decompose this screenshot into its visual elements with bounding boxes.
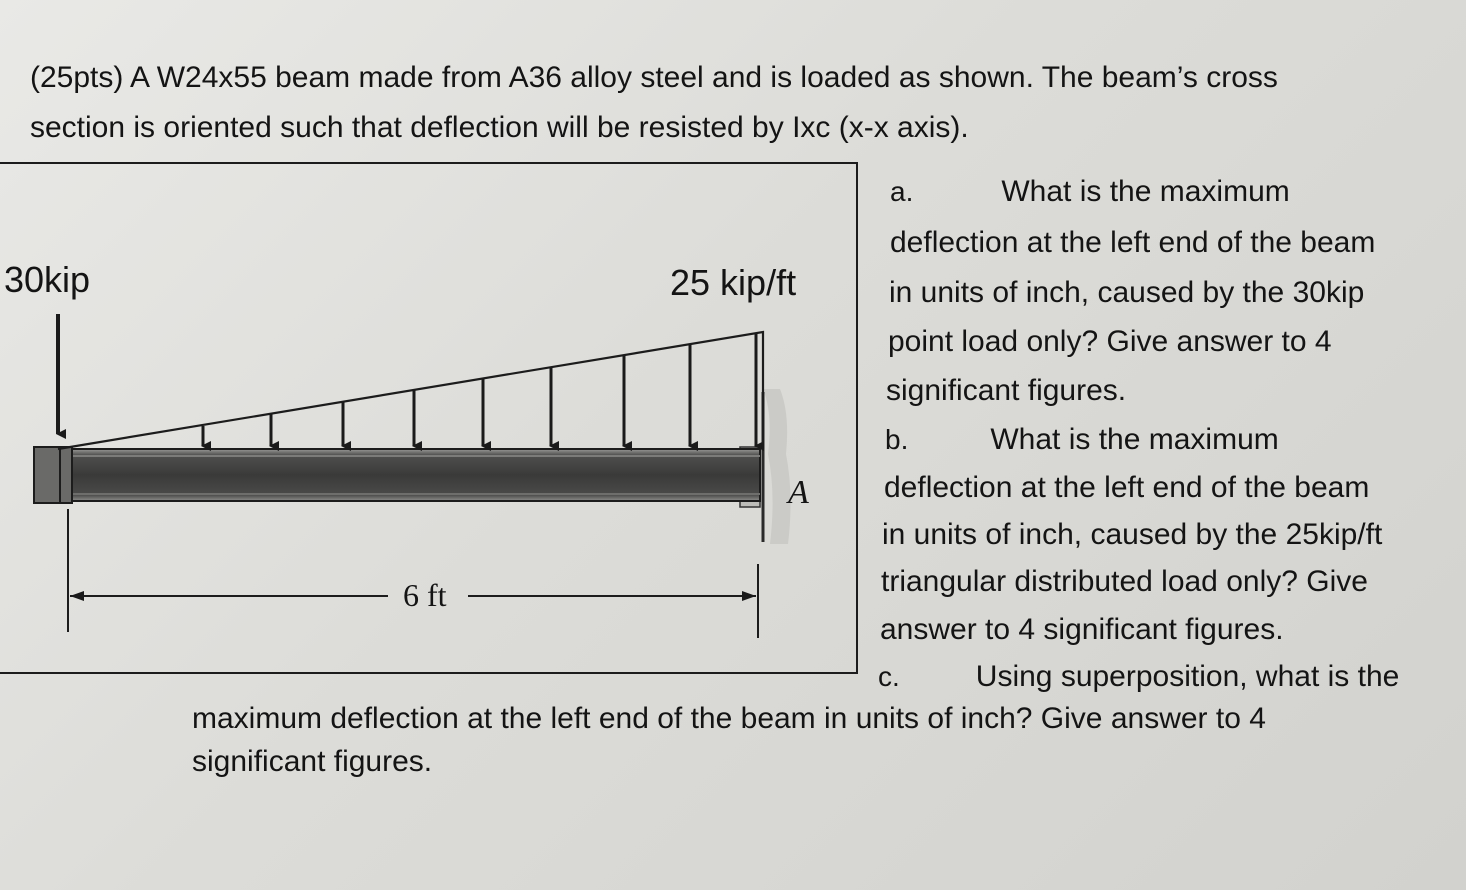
question-b-line-4: triangular distributed load only? Give — [881, 565, 1368, 598]
distributed-load-label: 25 kip/ft — [670, 262, 797, 303]
question-b-line-1 — [885, 422, 1279, 458]
question-b-marker: b. — [885, 424, 909, 455]
question-c-line-2: maximum deflection at the left end of the beam in units of inch? Give answer to 4 — [192, 702, 1266, 735]
beam-figure — [0, 162, 858, 674]
question-a-text: What is the maximum — [1001, 175, 1290, 208]
problem-statement-line-1: (25pts) A W24x55 beam made from A36 alloy steel and is loaded as shown. The beam’s cross — [30, 61, 1278, 94]
support-label: A — [788, 474, 809, 511]
question-a-line-3: in units of inch, caused by the 30kip — [889, 276, 1365, 309]
question-c-marker: c. — [878, 661, 900, 692]
question-b-line-3: in units of inch, caused by the 25kip/ft — [882, 518, 1383, 551]
question-b-line-5: answer to 4 significant figures. — [880, 613, 1284, 646]
question-b-line-2: deflection at the left end of the beam — [884, 471, 1370, 504]
beam — [34, 447, 760, 503]
question-a-line-2: deflection at the left end of the beam — [890, 226, 1376, 259]
question-c-text: Using superposition, what is the — [975, 660, 1400, 693]
distributed-load — [58, 332, 763, 449]
length-label: 6 ft — [403, 577, 447, 613]
question-c-line-1 — [878, 659, 1399, 695]
problem-statement-line-2: section is oriented such that deflection will be resisted by Ixc (x-x axis). — [30, 111, 969, 144]
dimension-line — [68, 509, 758, 638]
point-load-label: 30kip — [4, 259, 91, 300]
question-a-line-1 — [890, 174, 1290, 210]
question-c-line-3: significant figures. — [192, 745, 433, 778]
question-a-marker: a. — [890, 176, 914, 207]
question-a-line-4: point load only? Give answer to 4 — [888, 325, 1332, 358]
question-b-text: What is the maximum — [990, 423, 1279, 456]
question-a-line-5: significant figures. — [886, 374, 1127, 407]
